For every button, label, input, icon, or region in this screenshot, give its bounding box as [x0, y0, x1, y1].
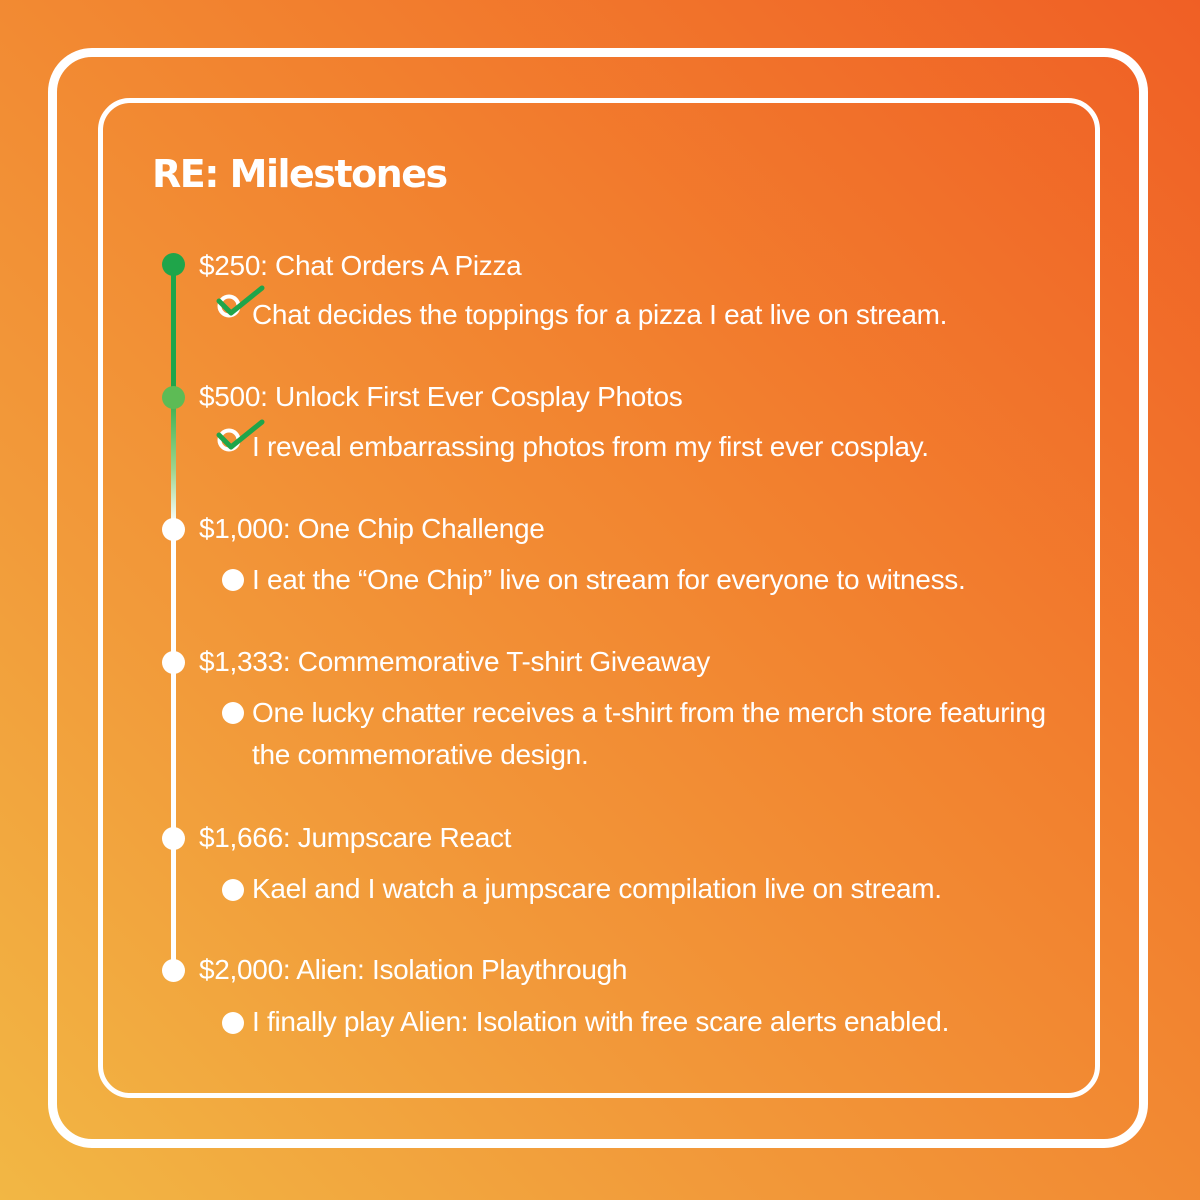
- milestone-description: One lucky chatter receives a t-shirt from the merch store featuring the commemorative design.: [252, 697, 1046, 770]
- timeline-line-completed: [171, 263, 176, 400]
- milestone-heading: $1,666: Jumpscare React: [199, 822, 512, 853]
- milestone-description: Chat decides the toppings for a pizza I eat live on stream.: [252, 299, 948, 330]
- timeline-line-remaining: [171, 524, 176, 970]
- milestone-description: Kael and I watch a jumpscare compilation live on stream.: [252, 873, 942, 904]
- bullet-icon: [222, 569, 244, 591]
- milestone-heading: $1,333: Commemorative T-shirt Giveaway: [199, 646, 710, 677]
- timeline-node: [162, 959, 185, 982]
- bullet-icon: [222, 1012, 244, 1034]
- milestone-description: I reveal embarrassing photos from my first ever cosplay.: [252, 431, 929, 462]
- bullet-icon: [222, 702, 244, 724]
- page-title: RE: Milestones: [152, 152, 447, 196]
- milestone-heading: $1,000: One Chip Challenge: [199, 513, 545, 544]
- timeline-node-completed: [162, 253, 185, 276]
- bullet-icon: [222, 879, 244, 901]
- milestone-heading: $250: Chat Orders A Pizza: [199, 250, 522, 281]
- milestone-description: I eat the “One Chip” live on stream for everyone to witness.: [252, 564, 966, 595]
- milestone-description: I finally play Alien: Isolation with free scare alerts enabled.: [252, 1006, 950, 1037]
- timeline-node: [162, 518, 185, 541]
- milestone-heading: $2,000: Alien: Isolation Playthrough: [199, 954, 628, 985]
- timeline-node: [162, 827, 185, 850]
- timeline-node-completed: [162, 386, 185, 409]
- milestone-heading: $500: Unlock First Ever Cosplay Photos: [199, 381, 683, 412]
- timeline-node: [162, 651, 185, 674]
- timeline-line-progress: [171, 400, 176, 524]
